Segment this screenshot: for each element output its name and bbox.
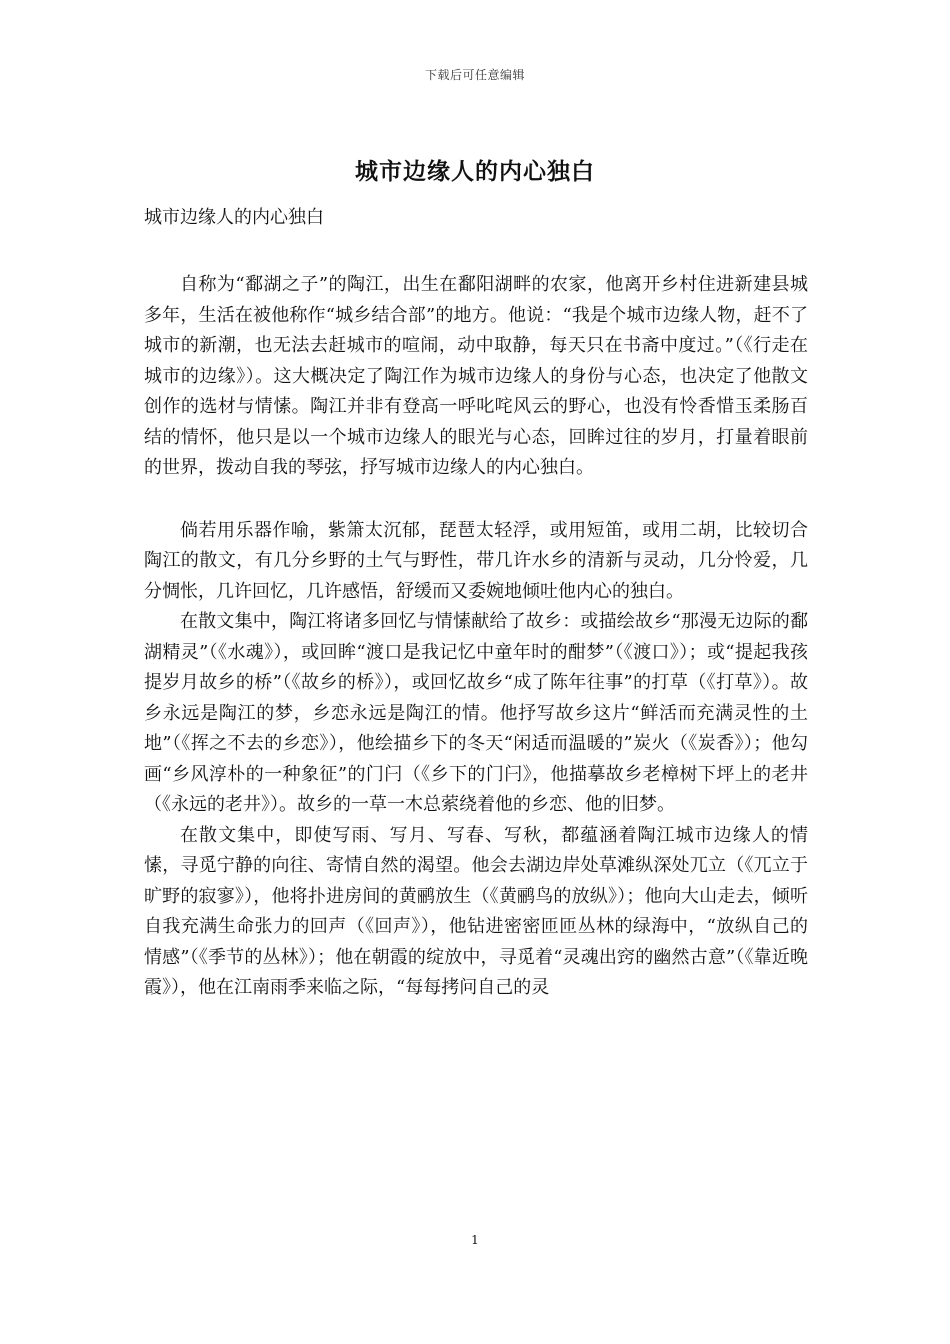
subtitle: 城市边缘人的内心独白	[144, 207, 324, 228]
page-number: 1	[471, 1233, 479, 1247]
page-title: 城市边缘人的内心独白	[355, 158, 595, 185]
paragraph: 自称为“鄱湖之子”的陶江，出生在鄱阳湖畔的农家，他离开乡村住进新建县城多年，生活在被他称作“城乡结合部”的地方。他说：“我是个城市边缘人物，赶不了城市的新潮，也无法去赶城市的喧闹，动中取静，每天只在书斋中度过。”（《行走在城市的边缘》）。这大概决定了陶江作为城市边缘人的身份与心态，也决定了他散文创作的选材与情愫。陶江并非有登高一呼叱咤风云的野心，也没有怜香惜玉柔肠百结的情怀，他只是以一个城市边缘人的眼光与心态，回眸过往的岁月，打量着眼前的世界，拨动自我的琴弦，抒写城市边缘人的内心独白。	[144, 274, 808, 478]
paragraph: 在散文集中，即使写雨、写月、写春、写秋，都蕴涵着陶江城市边缘人的情愫，寻觅宁静的向往、寄情自然的渴望。他会去湖边岸处草滩纵深处兀立（《兀立于旷野的寂寥》），他将扑进房间的黄鹂放生（《黄鹂鸟的放纵》）；他向大山走去，倾听自我充满生命张力的回声（《回声》），他钻进密密匝匝丛林的绿海中，“放纵自己的情感”（《季节的丛林》）；他在朝霞的绽放中，寻觅着“灵魂出窍的幽然古意”（《靠近晚霞》），他在江南雨季来临之际，“每每拷问自己的灵	[144, 824, 808, 998]
header-note: 下载后可任意编辑	[424, 68, 525, 82]
paragraph: 在散文集中，陶江将诸多回忆与情愫献给了故乡：或描绘故乡“那漫无边际的鄱湖精灵”（《水魂》），或回眸“渡口是我记忆中童年时的酣梦”（《渡口》）；或“提起我孩提岁月故乡的桥”（《故乡的桥》），或回忆故乡“成了陈年往事”的打草（《打草》）。故乡永远是陶江的梦，乡恋永远是陶江的情。他抒写故乡这片“鲜活而充满灵性的土地”（《挥之不去的乡恋》），他绘描乡下的冬天“闲适而温暖的”炭火（《炭香》）；他勾画“乡风淳朴的一种象征”的门闩（《乡下的门闩》，他描摹故乡老樟树下坪上的老井（《永远的老井》）。故乡的一草一木总萦绕着他的乡恋、他的旧梦。	[144, 611, 808, 815]
body-text	[144, 270, 808, 1004]
paragraph: 倘若用乐器作喻，紫箫太沉郁，琵琶太轻浮，或用短笛，或用二胡，比较切合陶江的散文，有几分乡野的土气与野性，带几许水乡的清新与灵动，几分怜爱，几分惆怅，几许回忆，几许感悟，舒缓而又委婉地倾吐他内心的独白。	[144, 519, 808, 602]
